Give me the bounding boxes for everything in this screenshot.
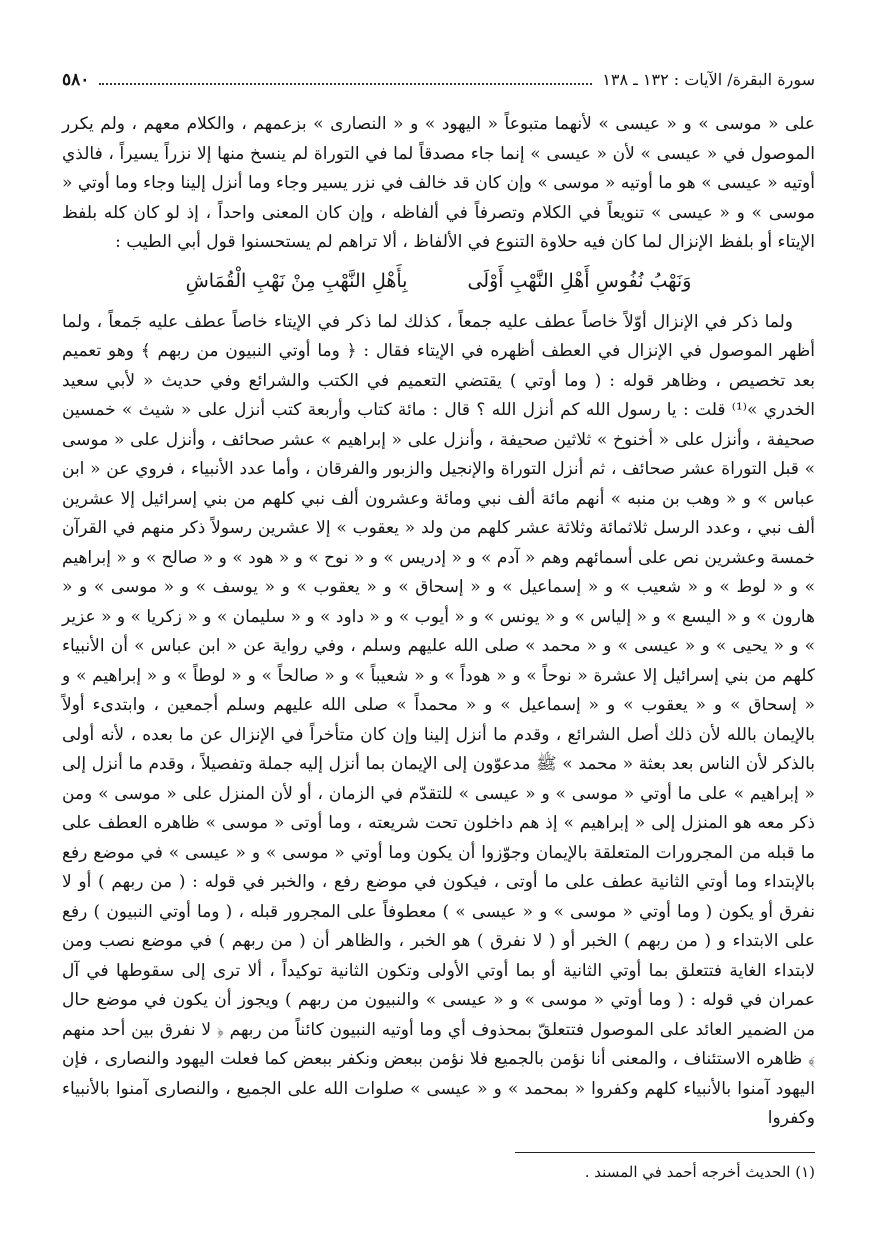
page-body	[62, 110, 815, 1134]
sura-title: سورة البقرة/ الآيات : ١٣٢ ـ ١٣٨	[602, 70, 815, 89]
paragraph-1: على « موسى » و « عيسى » لأنهما متبوعاً « اليهود » و « النصارى » بزعمهم ، والكلام معهم ، ولم يكرر الموصول في « عيسى » لأن « عيسى » إنما جاء مصدقاً لما في التوراة لم ينسخ منها إلا نزراً يسيراً ، فالذي أوتيه « عيسى » هو ما أوتيه « موسى » وإن كان قد خالف في نزر يسير وجاء وما أنزل إلينا وجاء وما أوتي « موسى » و « عيسى » تنويعاً في الكلام وتصرفاً في ألفاظه ، وإن كان المعنى واحداً ، إذ لو كان كله بلفظ الإيتاء أو بلفظ الإنزال لما كان فيه حلاوة التنوع في الألفاظ ، ألا تراهم لم يستحسنوا قول أبي الطيب :	[62, 114, 815, 252]
header-dotted-leader	[99, 82, 592, 85]
verse-second-hemistich: بِأَهْلِ النَّهْبِ مِنْ نَهْبِ الْقُمَاشِ	[185, 269, 408, 292]
paragraph-2: ولما ذكر في الإنزال أوّلاً خاصاً عطف عليه جمعاً ، كذلك لما ذكر في الإيتاء خاصاً عطف عليه جَمعاً ، ولما أظهر الموصول في الإنزال في العطف أظهره في الإيتاء فقال : ﴿ وما أوتي النبيون من ربهم ﴾ وهو تعميم بعد تخصيص ، وظاهر قوله : ( وما أوتي ) يقتضي التعميم في الكتب والشرائع وفي حديث « لأبي سعيد الخدري »⁽¹⁾ قلت : يا رسول الله كم أنزل الله ؟ قال : مائة كتاب وأربعة كتب أنزل على « شيث » خمسين صحيفة ، وأنزل على « أخنوخ » ثلاثين صحيفة ، وأنزل على « إبراهيم » عشر صحائف ، وأنزل على « موسى » قبل التوراة عشر صحائف ، ثم أنزل التوراة والإنجيل والزبور والفرقان ، وأما عدد الأنبياء ، فروي عن « ابن عباس » و « وهب بن منبه » أنهم مائة ألف نبي ومائة وعشرون ألف نبي كلهم من بني إسرائيل إلا عشرين ألف نبي ، وعدد الرسل ثلاثمائة وثلاثة عشر كلهم من ولد « يعقوب » إلا عشرين رسولاً ذكر منهم في القرآن خمسة وعشرين نص على أسمائهم وهم « آدم » و « إدريس » و « نوح » و « هود » و « صالح » و « إبراهيم » و « لوط » و « شعيب » و « إسماعيل » و « إسحاق » و « يعقوب » و « يوسف » و « موسى » و « هارون » و « اليسع » و « إلياس » و « يونس » و « أيوب » و « داود » و « سليمان » و « زكريا » و « عزير » و « يحيى » و « عيسى » و « محمد » صلى الله عليهم وسلم ، وفي رواية عن « ابن عباس » أن الأنبياء كلهم من بني إسرائيل إلا عشرة « نوحاً » و « هوداً » و « شعيباً » و « صالحاً » و « لوطاً » و « إبراهيم » و « إسحاق » و « يعقوب » و « إسماعيل » و « محمداً » صلى الله عليهم وسلم أجمعين ، وابتدىء أولاً بالإيمان بالله لأن ذلك أصل الشرائع ، وقدم ما أنزل إلينا وإن كان متأخراً في الإنزال عن ما بعده ، لأنه أولى بالذكر لأن الناس بعد بعثة « محمد » ﷺ مدعوّون إلى الإيمان بما أنزل إليه جملة وتفصيلاً ، وقدم ما أنزل إلى « إبراهيم » على ما أوتي « موسى » و « عيسى » للتقدّم في الزمان ، أو لأن المنزل على « موسى » ومن ذكر معه هو المنزل إلى « إبراهيم » إذ هم داخلون تحت شريعته ، وما أوتى « موسى » ظاهره العطف على ما قبله من المجرورات المتعلقة بالإيمان وجوّزوا أن يكون وما أوتي « موسى » و « عيسى » في موضع رفع بالإبتداء وما أوتي الثانية عطف على ما أوتى ، فيكون في موضع رفع ، والخبر في قوله : ( من ربهم ) أو لا نفرق أو يكون ( وما أوتي « موسى » و « عيسى » ) معطوفاً على المجرور قبله ، ( وما أوتي النبيون ) رفع على الابتداء و ( من ربهم ) الخبر أو ( لا نفرق ) هو الخبر ، والظاهر أن ( من ربهم ) في موضع نصب ومن لابتداء الغاية فتتعلق بما أوتي الثانية أو بما أوتي الأولى وتكون الثانية توكيداً ، ألا ترى إلى سقوطها في آل عمران في قوله : ( وما أوتي « موسى » و « عيسى » والنبيون من ربهم ) ويجوز أن يكون في موضع حال من الضمير العائد على الموصول فتتعلقّ بمحذوف أي وما أوتيه النبيون كائناً من ربهم ﴿ لا نفرق بين أحد منهم ﴾ ظاهره الاستئناف ، والمعنى أنا نؤمن بالجميع فلا نؤمن ببعض ونكفر ببعض كما فعلت اليهود والنصارى ، فإن اليهود آمنوا بالأنبياء كلهم وكفروا « بمحمد » و « عيسى » صلوات الله على الجميع ، والنصارى آمنوا بالأنبياء وكفروا	[62, 311, 815, 1128]
verse-first-hemistich: وَنَهْبُ نُفُوسِ أَهْلِ النَّهْبِ أَوْلَى	[467, 269, 692, 292]
footnote-divider	[515, 1152, 815, 1153]
poetry-verse	[62, 264, 815, 298]
page-number: ٥٨٠	[62, 70, 90, 90]
footnote: (١) الحديث أخرجه أحمد في المسند .	[584, 1163, 815, 1181]
page-header	[62, 70, 815, 96]
